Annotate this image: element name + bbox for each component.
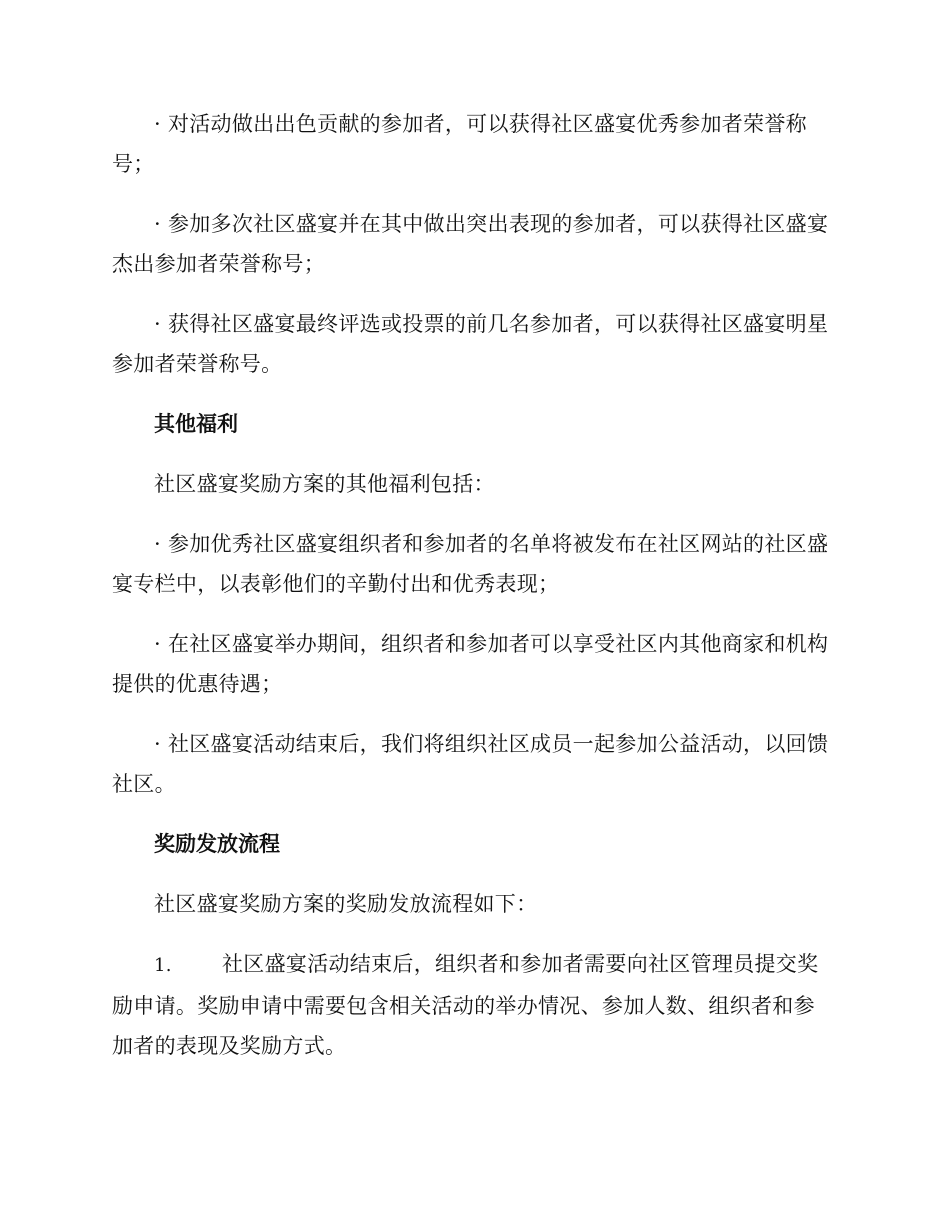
heading-other-benefits: 其他福利 <box>154 412 238 436</box>
bullet-honor-star: · 获得社区盛宴最终评选或投票的前几名参加者，可以获得社区盛宴明星参加者荣誉称号。 <box>112 312 829 376</box>
process-step-number: 1. <box>154 955 172 976</box>
bullet-benefit-discounts: · 在社区盛宴举办期间，组织者和参加者可以享受社区内其他商家和机构提供的优惠待遇； <box>112 632 829 696</box>
bullet-benefit-charity: · 社区盛宴活动结束后，我们将组织社区成员一起参加公益活动，以回馈社区。 <box>112 732 829 796</box>
bullet-honor-distinguished: · 参加多次社区盛宴并在其中做出突出表现的参加者，可以获得社区盛宴杰出参加者荣誉称号； <box>112 212 829 276</box>
bullet-benefit-publish-list: · 参加优秀社区盛宴组织者和参加者的名单将被发布在社区网站的社区盛宴专栏中，以表彰他们的辛勤付出和优秀表现； <box>112 532 829 596</box>
bullet-honor-outstanding: · 对活动做出出色贡献的参加者，可以获得社区盛宴优秀参加者荣誉称号； <box>112 112 807 176</box>
process-step-text: 社区盛宴活动结束后，组织者和参加者需要向社区管理员提交奖励申请。奖励申请中需要包含相关活动的举办情况、参加人数、组织者和参加者的表现及奖励方式。 <box>112 952 819 1058</box>
document-page <box>112 104 832 1086</box>
heading-reward-process: 奖励发放流程 <box>154 832 280 856</box>
other-benefits-intro: 社区盛宴奖励方案的其他福利包括： <box>154 472 495 496</box>
process-step-1 <box>112 944 832 1066</box>
reward-process-intro: 社区盛宴奖励方案的奖励发放流程如下： <box>154 892 538 916</box>
